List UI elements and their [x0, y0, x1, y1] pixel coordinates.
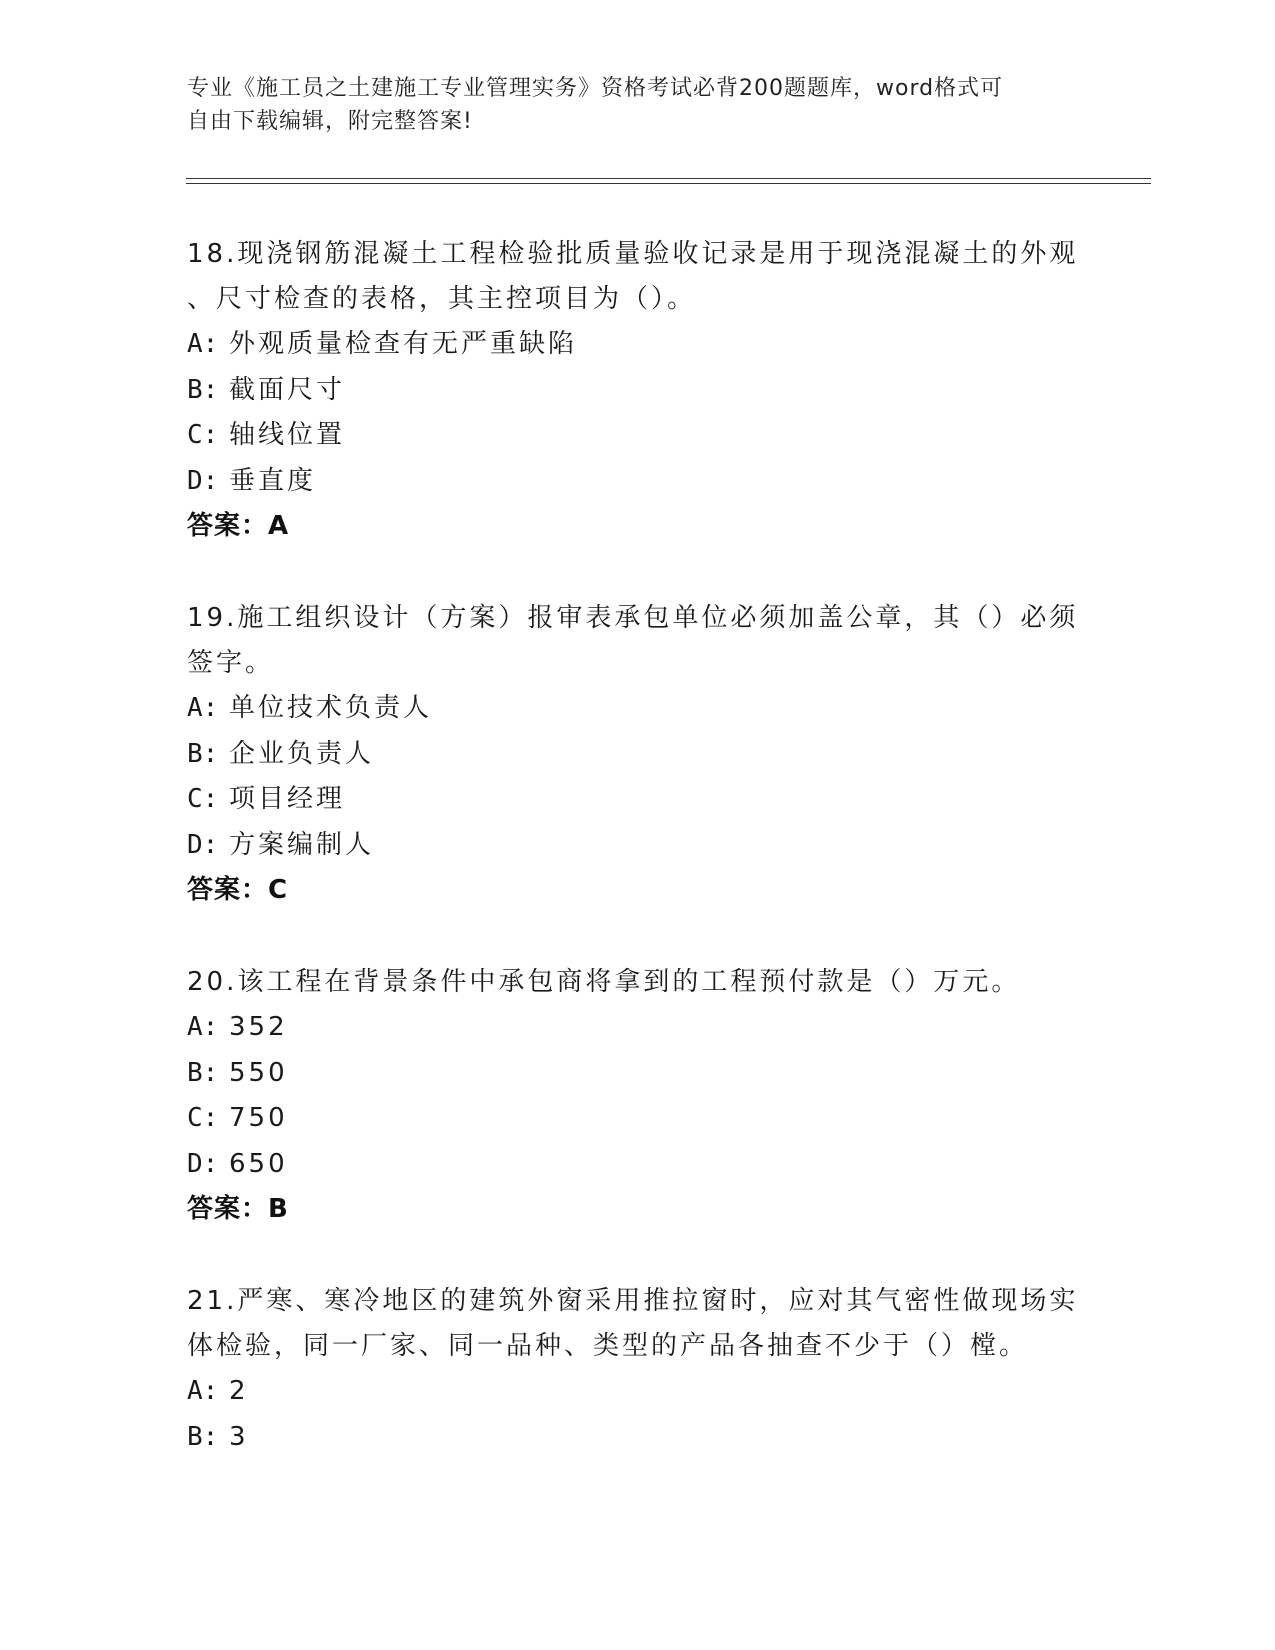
option-text: 企业负责人	[229, 738, 375, 769]
header-line-2: 自由下载编辑，附完整答案!	[187, 109, 473, 134]
option-d	[187, 459, 1087, 505]
question-stem-line-2: 、尺寸检查的表格，其主控项目为（）。	[187, 284, 697, 314]
option-letter: A:	[187, 329, 219, 359]
option-d	[187, 823, 1087, 869]
option-letter: C:	[187, 420, 219, 450]
question-18	[187, 232, 1087, 549]
option-letter: B:	[187, 1057, 219, 1088]
option-b	[187, 368, 1087, 414]
question-20	[187, 960, 1087, 1232]
question-21	[187, 1279, 1087, 1460]
option-text: 2	[229, 1376, 249, 1406]
option-b	[187, 1415, 1087, 1461]
option-letter: A:	[187, 1376, 219, 1406]
option-letter: A:	[187, 1012, 219, 1042]
option-a	[187, 686, 1087, 732]
option-letter: B:	[187, 1421, 219, 1452]
option-letter: D:	[187, 1148, 219, 1179]
option-a	[187, 322, 1087, 368]
option-text: 352	[229, 1012, 288, 1042]
option-text: 垂直度	[229, 465, 317, 496]
option-letter: D:	[187, 829, 219, 860]
answer-line: 答案：A	[187, 511, 290, 541]
option-letter: D:	[187, 465, 219, 496]
question-stem-line-1: 20.该工程在背景条件中承包商将拿到的工程预付款是（）万元。	[187, 967, 1021, 997]
question-stem-line-1: 21.严寒、寒冷地区的建筑外窗采用推拉窗时，应对其气密性做现场实	[187, 1286, 1079, 1316]
header-line-1: 专业《施工员之土建施工专业管理实务》资格考试必背200题题库，word格式可	[187, 76, 1004, 101]
option-letter: A:	[187, 693, 219, 723]
option-a	[187, 1005, 1087, 1051]
question-stem-line-1: 19.施工组织设计（方案）报审表承包单位必须加盖公章，其（）必须	[187, 603, 1079, 633]
option-text: 单位技术负责人	[229, 693, 433, 723]
option-text: 750	[229, 1103, 288, 1133]
option-text: 650	[229, 1148, 288, 1179]
option-letter: B:	[187, 738, 219, 769]
option-c	[187, 413, 1087, 459]
header-divider-top	[186, 178, 1151, 179]
option-letter: B:	[187, 374, 219, 405]
option-letter: C:	[187, 1103, 219, 1133]
option-text: 项目经理	[229, 784, 346, 814]
document-header	[187, 72, 1067, 138]
option-text: 外观质量检查有无严重缺陷	[229, 329, 578, 359]
option-text: 3	[229, 1421, 249, 1452]
question-19	[187, 596, 1087, 913]
answer-line: 答案：C	[187, 875, 289, 905]
question-stem-line-2: 签字。	[187, 648, 275, 678]
option-d	[187, 1142, 1087, 1188]
option-b	[187, 1051, 1087, 1097]
option-text: 方案编制人	[229, 829, 375, 860]
option-text: 截面尺寸	[229, 374, 346, 405]
header-divider-bottom	[186, 183, 1151, 184]
option-text: 550	[229, 1057, 288, 1088]
option-letter: C:	[187, 784, 219, 814]
answer-line: 答案：B	[187, 1194, 289, 1224]
question-stem-line-1: 18.现浇钢筋混凝土工程检验批质量验收记录是用于现浇混凝土的外观	[187, 239, 1079, 269]
option-c	[187, 777, 1087, 823]
question-stem-line-2: 体检验，同一厂家、同一品种、类型的产品各抽查不少于（）樘。	[187, 1331, 1029, 1361]
option-text: 轴线位置	[229, 420, 346, 450]
option-b	[187, 732, 1087, 778]
option-c	[187, 1096, 1087, 1142]
option-a	[187, 1369, 1087, 1415]
